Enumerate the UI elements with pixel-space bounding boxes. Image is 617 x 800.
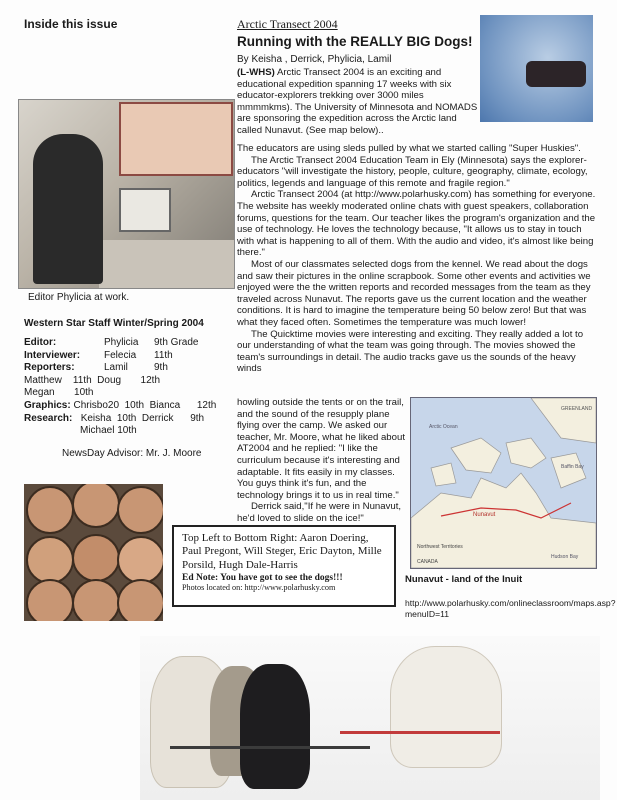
- map-label: CANADA: [417, 559, 438, 565]
- island: [506, 438, 546, 468]
- staff-title: Western Star Staff Winter/Spring 2004: [24, 318, 204, 329]
- staff-row: Research: Keisha 10th Derrick 9th: [24, 412, 205, 424]
- portrait-face: [26, 486, 74, 534]
- map-graphic: [411, 398, 596, 568]
- map-label: Hudson Bay: [551, 554, 579, 560]
- article-intro: (L-WHS) Arctic Transect 2004 is an exciting and educational expedition spanning 17 weeks with six educator-explorers trekking over 3000 miles mmmmkms). The University of Minnesota and NOMADS are sponsoring the expedition across the Arctic land called Nunavut. (See map below)..: [237, 67, 478, 136]
- article-paragraph: Arctic Transect 2004 (at http://www.polarhusky.com) has something for everyone. The website has weekly moderated online chats with guest speakers, collaboration forums, questions for the team. Our teacher likes the program's organization and the use of technology. He loves the technology because, "It allows us to stay in touch with what is happening to all of them. With the audio and video, it's almost like being there.": [237, 189, 596, 259]
- portrait-face: [26, 579, 74, 621]
- portrait-face: [72, 579, 120, 621]
- portrait-face: [117, 579, 163, 621]
- editor-photo-caption: Editor Phylicia at work.: [28, 292, 130, 303]
- article-paragraph: The educators are using sleds pulled by what we started calling "Super Huskies".: [237, 143, 581, 154]
- desk: [99, 240, 234, 288]
- article-paragraph: Most of our classmates selected dogs from the kennel. We read about the dogs and saw their pictures in the online scrapbook. Some other events and activities we enjoyed were the the written reports and recorded messages from the team as they traveled across Nunavut. The reports gave us the current location and the weather conditions. It is hard to imagine the temperature being 50 below zero! But that was what they faced often. Sometimes the temperature was much lower!: [237, 258, 591, 328]
- staff-row: Michael 10th: [80, 425, 137, 437]
- advisor-line: NewsDay Advisor: Mr. J. Moore: [62, 448, 202, 459]
- portrait-face: [72, 534, 120, 582]
- inside-this-issue-label: Inside this issue: [24, 17, 118, 31]
- staff-row: Editor: Phylicia 9th Grade: [24, 337, 199, 348]
- island: [551, 453, 586, 488]
- greenland-shape: [531, 398, 596, 443]
- computer-monitor: [119, 188, 171, 232]
- staff-list: [24, 337, 216, 438]
- staff-row: Reporters: Lamil 9th: [24, 362, 168, 374]
- article-paragraph: howling outside the tents or on the trail, and the sound of the resupply plane flying over the camp. We asked our teacher, Mr. Moore, what he liked about AT2004 and he replied: "I like the curriculum because it's interesting and adaptable. It fits easily in my classes. You guys think it's fun, and the technology brings it to us in real time.": [237, 397, 405, 501]
- map-label: GREENLAND: [561, 406, 593, 412]
- huskies-photo: [140, 636, 600, 800]
- husky-black: [240, 664, 310, 789]
- staff-row: Interviewer: Felecia 11th: [24, 349, 173, 361]
- article-body: [237, 143, 597, 375]
- harness-line: [340, 731, 500, 734]
- article-kicker: Arctic Transect 2004: [237, 17, 338, 31]
- article-paragraph: The Arctic Transect 2004 Education Team in Ely (Minnesota) says the explorer-educators "will investigate the history, people, culture, geography, climate, ecology, politics, legends and language of this remote and fragile region.": [237, 154, 588, 189]
- team-portraits-photo: [24, 484, 163, 621]
- article-paragraph: Derrick said,"If he were in Nunavut, he'd loved to slide on the ice!": [237, 501, 402, 524]
- article-paragraph: The Quicktime movies were interesting and exciting. They really added a lot to our understanding of what the team was going through. The movies showed the team's surroundings in detail. The audio tracks gave us the sounds of the heavy winds: [237, 328, 584, 375]
- photo-credits-box: [172, 525, 396, 607]
- photos-link[interactable]: Photos located on: http://www.polarhusky.com: [182, 583, 336, 593]
- dogsled-photo: [480, 15, 593, 122]
- portrait-face: [72, 484, 120, 528]
- staff-row: Matthew 11th Doug 12th: [24, 374, 161, 386]
- editor-at-work-photo: [18, 99, 235, 289]
- editor-person: [33, 134, 103, 284]
- staff-row: Graphics: Chrisbo20 10th Bianca 12th: [24, 399, 217, 411]
- bulletin-board: [119, 102, 233, 176]
- nunavut-map: [410, 397, 597, 569]
- staff-row: Megan 10th: [24, 387, 94, 399]
- editor-note: Ed Note: You have got to see the dogs!!!: [182, 573, 343, 584]
- portrait-face: [117, 486, 163, 534]
- article-body-continued: [237, 397, 412, 525]
- map-url-link[interactable]: http://www.polarhusky.com/onlineclassroom/maps.asp?menuID=11: [405, 598, 616, 619]
- portrait-face: [26, 536, 74, 584]
- harness-line: [170, 746, 370, 749]
- map-label: Nunavut: [473, 512, 496, 518]
- article-title: Running with the REALLY BIG Dogs!: [237, 34, 473, 49]
- map-label: Northwest Territories: [417, 544, 463, 550]
- credits-names: Top Left to Bottom Right: Aaron Doering, Paul Pregont, Will Steger, Eric Dayton, Mille Porsild, Hugh Dale-Harris: [182, 532, 382, 571]
- map-label: Arctic Ocean: [429, 424, 458, 430]
- island: [451, 438, 501, 473]
- island: [431, 463, 456, 486]
- map-label: Baffin Bay: [561, 464, 584, 470]
- map-caption: Nunavut - land of the Inuit: [405, 574, 523, 585]
- dog-team: [526, 61, 586, 87]
- husky-white: [390, 646, 502, 768]
- article-byline: By Keisha , Derrick, Phylicia, Lamil: [237, 54, 392, 65]
- portrait-face: [117, 536, 163, 584]
